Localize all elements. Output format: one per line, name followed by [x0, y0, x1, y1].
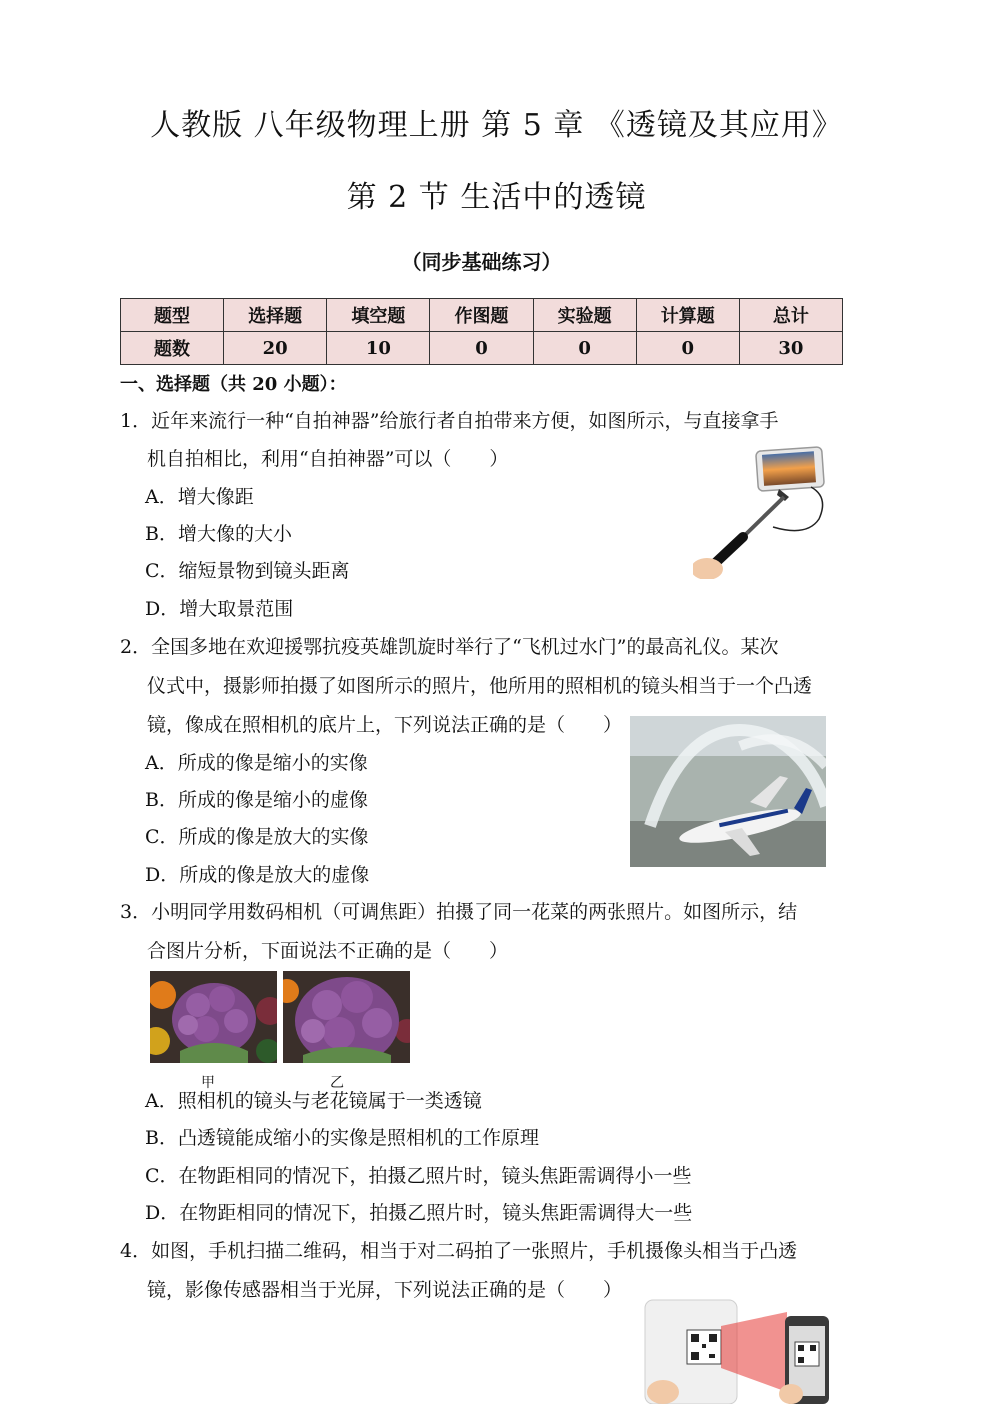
section-heading: 第 2 节 生活中的透镜: [346, 180, 647, 215]
table-cell: 填空题: [327, 299, 430, 332]
question-2-stem-cont: 镜，像成在照相机的底片上，下列说法正确的是（ ）: [147, 714, 623, 736]
table-cell: 题型: [121, 299, 224, 332]
section-title: 一、选择题（共 20 小题）：: [120, 374, 347, 395]
question-1-option-a: A．增大像距: [145, 486, 254, 508]
table-cell: 总计: [739, 299, 842, 332]
table-cell: 30: [739, 332, 842, 365]
page-title: 人教版 八年级物理上册 第 5 章 《透镜及其应用》: [150, 108, 843, 143]
table-header-row: [121, 299, 843, 332]
table-cell: 计算题: [636, 299, 739, 332]
question-2-option-b: B．所成的像是缩小的虚像: [145, 789, 368, 811]
question-1-option-c: C．缩短景物到镜头距离: [145, 560, 350, 582]
question-1-stem: 1．近年来流行一种“自拍神器”给旅行者自拍带来方便，如图所示，与直接拿手: [120, 410, 779, 432]
table-cell: 作图题: [430, 299, 533, 332]
airplane-water-salute-image: [630, 716, 826, 867]
question-stats-table: [120, 298, 843, 365]
question-1-option-d: D．增大取景范围: [145, 598, 294, 620]
question-2-option-d: D．所成的像是放大的虚像: [145, 864, 370, 886]
question-3-option-c: C．在物距相同的情况下，拍摄乙照片时，镜头焦距需调得小一些: [145, 1165, 692, 1187]
question-4-stem-cont: 镜，影像传感器相当于光屏，下列说法正确的是（ ）: [147, 1279, 623, 1301]
table-cell: 20: [224, 332, 327, 365]
question-2-stem-cont: 仪式中，摄影师拍摄了如图所示的照片，他所用的照相机的镜头相当于一个凸透: [147, 675, 813, 697]
question-3-option-a: A．照相机的镜头与老花镜属于一类透镜: [145, 1090, 482, 1112]
question-1-stem-cont: 机自拍相比，利用“自拍神器”可以（ ）: [147, 448, 509, 470]
photo-caption-a: 甲: [201, 1075, 215, 1091]
table-cell: 实验题: [533, 299, 636, 332]
cauliflower-photo-a: [150, 971, 277, 1063]
question-1-option-b: B．增大像的大小: [145, 523, 292, 545]
question-3-stem-cont: 合图片分析，下面说法不正确的是（ ）: [147, 940, 509, 962]
table-cell: 0: [636, 332, 739, 365]
question-3-option-b: B．凸透镜能成缩小的实像是照相机的工作原理: [145, 1127, 539, 1149]
cauliflower-photo-b: [283, 971, 410, 1063]
qr-code-scan-image: [641, 1296, 837, 1404]
table-cell: 题数: [121, 332, 224, 365]
question-3-stem: 3．小明同学用数码相机（可调焦距）拍摄了同一花菜的两张照片。如图所示，结: [120, 901, 798, 923]
table-row: [121, 332, 843, 365]
table-cell: 选择题: [224, 299, 327, 332]
table-cell: 10: [327, 332, 430, 365]
question-4-stem: 4．如图，手机扫描二维码，相当于对二码拍了一张照片，手机摄像头相当于凸透: [120, 1240, 798, 1262]
table-cell: 0: [533, 332, 636, 365]
table-cell: 0: [430, 332, 533, 365]
question-2-stem: 2．全国多地在欢迎援鄂抗疫英雄凯旋时举行了“飞机过水门”的最高礼仪。某次: [120, 636, 779, 658]
photo-caption-b: 乙: [330, 1075, 344, 1091]
question-2-option-c: C．所成的像是放大的实像: [145, 826, 369, 848]
question-3-option-d: D．在物距相同的情况下，拍摄乙照片时，镜头焦距需调得大一些: [145, 1202, 693, 1224]
question-2-option-a: A．所成的像是缩小的实像: [145, 752, 368, 774]
subtitle: （同步基础练习）: [401, 250, 562, 274]
selfie-stick-image: [693, 437, 835, 579]
